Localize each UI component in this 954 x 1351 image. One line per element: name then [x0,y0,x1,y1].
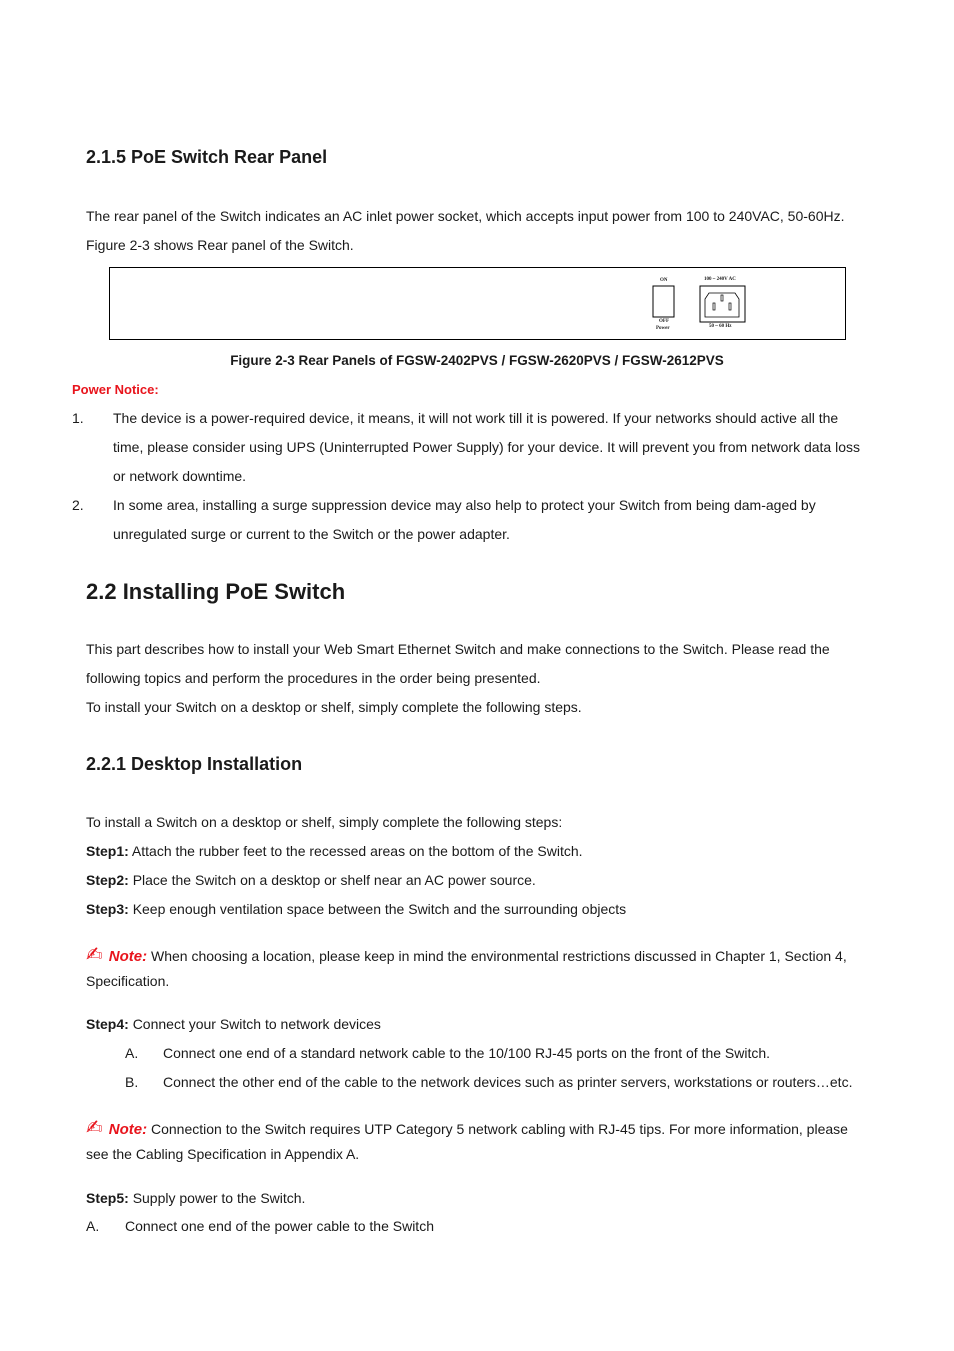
rear-panel-figure [109,267,846,340]
panel-label-hz: 50 ~ 60 Hz [709,324,732,329]
desktop-install-intro: To install a Switch on a desktop or shelf, simply complete the following steps: [86,814,563,830]
panel-label-off: OFF [659,319,669,324]
panel-label-on: ON [660,278,668,283]
substep-mark: A. [86,1218,100,1234]
step-label: Step4: [86,1016,129,1032]
step-text: Keep enough ventilation space between the Switch and the surrounding objects [132,901,627,917]
notice-item-1-line-2: time, please consider using UPS (Uninterrupted Power Supply) for your device. It will prevent you from network data loss [113,439,861,455]
section-2-2-line-2: following topics and perform the procedures in the order being presented. [86,670,541,686]
notice-item-1-line-1: The device is a power-required device, it means, it will not work till it is powered. If your networks should active all the [113,410,839,426]
step-text: Connect your Switch to network devices [132,1016,381,1032]
step-5 [86,1184,305,1213]
step-4 [86,1010,381,1039]
panel-label-power: Power [656,326,670,331]
note-2-line-2: see the Cabling Specification in Appendix A. [86,1146,360,1162]
section-heading-2-2-1: 2.2.1 Desktop Installation [86,754,303,774]
notice-item-number: 2. [72,497,84,513]
section-heading-2-2: 2.2 Installing PoE Switch [86,579,346,604]
note-label: Note: [108,948,148,965]
substep-text: Connect one end of the power cable to the Switch [125,1218,434,1234]
figure-caption: Figure 2-3 Rear Panels of FGSW-2402PVS / FGSW-2620PVS / FGSW-2612PVS [230,353,724,368]
note-label: Note: [108,1121,148,1138]
notice-item-number: 1. [72,410,84,426]
notice-item-1-line-3: or network downtime. [113,468,247,484]
substep-text: Connect one end of a standard network cable to the 10/100 RJ-45 ports on the front of the Switch. [163,1045,771,1061]
step-1 [86,837,583,866]
step-label: Step3: [86,901,129,917]
step-label: Step1: [86,843,129,859]
notice-item-2-line-1: In some area, installing a surge suppression device may also help to protect your Switch from being dam-aged by [113,497,816,513]
intro-paragraph-line-1: The rear panel of the Switch indicates an AC inlet power socket, which accepts input power from 100 to 240VAC, 50-60Hz. [86,208,845,224]
step-2 [86,866,536,895]
step-text: Attach the rubber feet to the recessed areas on the bottom of the Switch. [131,843,583,859]
note-text: Connection to the Switch requires UTP Category 5 network cabling with RJ-45 tips. For more information, please [150,1121,848,1137]
section-2-2-line-1: This part describes how to install your Web Smart Ethernet Switch and make connections to the Switch. Please read the [86,641,830,657]
step-label: Step2: [86,872,129,888]
section-heading-2-1-5: 2.1.5 PoE Switch Rear Panel [86,147,328,167]
note-1-line-1 [86,941,847,971]
pen-icon: ✍ [86,1117,103,1139]
power-switch-icon [653,286,674,317]
note-1-line-2: Specification. [86,973,170,989]
step-text: Place the Switch on a desktop or shelf near an AC power source. [132,872,536,888]
section-2-2-line-3: To install your Switch on a desktop or shelf, simply complete the following steps. [86,699,582,715]
substep-text: Connect the other end of the cable to the network devices such as printer servers, workstations or routers…etc. [163,1074,853,1090]
pen-icon: ✍ [86,944,103,966]
power-notice-label: Power Notice: [72,382,159,397]
panel-label-ac-range: 100 ~ 240V AC [704,277,736,282]
substep-mark: A. [125,1045,139,1061]
substep-mark: B. [125,1074,139,1090]
step-text: Supply power to the Switch. [132,1190,306,1206]
step-3 [86,895,626,924]
step-label: Step5: [86,1190,129,1206]
intro-paragraph-line-2: Figure 2-3 shows Rear panel of the Switch. [86,237,354,253]
notice-item-2-line-2: unregulated surge or current to the Switch or the power adapter. [113,526,510,542]
note-text: When choosing a location, please keep in mind the environmental restrictions discussed in Chapter 1, Section 4, [150,948,847,964]
